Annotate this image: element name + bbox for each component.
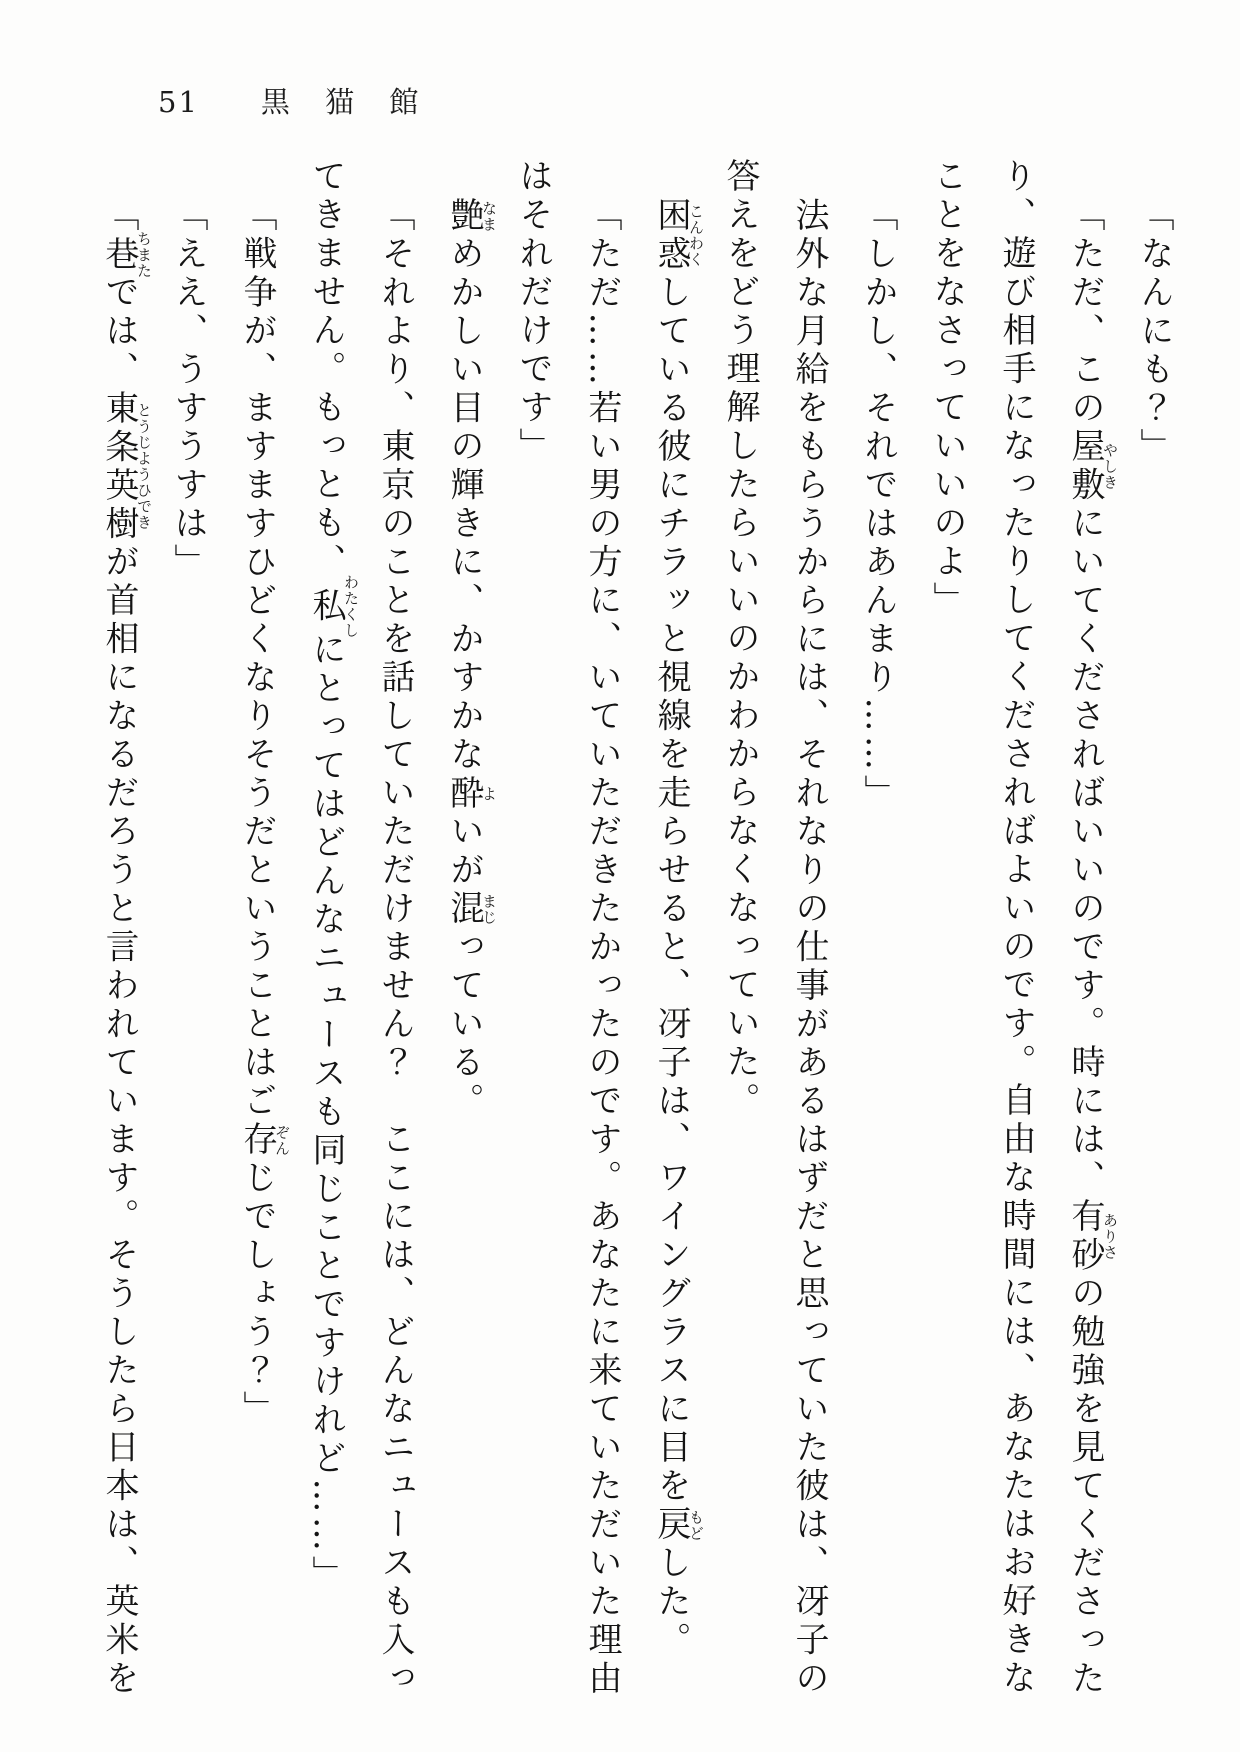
ruby-annotated-word: 有砂ありさ [1065, 1198, 1119, 1275]
ruby-annotated-word: 屋敷やしき [1065, 428, 1119, 505]
running-title: 黒 猫 館 [260, 85, 421, 119]
text-line-14: 「戦争が、ますますひどくなりそうだということはご存ぞんじでしょう？」 [237, 197, 291, 1429]
ruby-annotated-word: 困惑こんわく [651, 197, 705, 274]
ruby-annotated-word: 酔よ [444, 774, 498, 813]
text-line-1: 「なんにも？」 [1134, 197, 1174, 467]
text-line-6: 法外な月給をもらうからには、それなりの仕事があるはずだと思っていた彼は、冴子の [789, 197, 829, 1699]
text-line-13: てきません。もっとも、私わたくしにとってはどんなニュースも同じことですけれど……」 [306, 158, 360, 1594]
ruby-annotated-word: 私わたくし [306, 574, 360, 639]
ruby-annotated-word: 戻もど [651, 1506, 705, 1545]
text-line-7: 答えをどう理解したらいいのかわからなくなっていた。 [720, 158, 760, 1121]
ruby-annotated-word: 混まじ [444, 890, 498, 929]
running-head [158, 80, 420, 121]
text-line-2: 「ただ、この屋敷やしきにいてくださればいいのです。時には、有砂ありさの勉強を見てくださった [1065, 197, 1119, 1699]
text-line-15: 「ええ、うすうすは」 [168, 197, 208, 582]
text-line-11: 艶なまめかしい目の輝きに、かすかな酔よいが混まじっている。 [444, 197, 498, 1121]
text-line-9: 「ただ……若い男の方に、いていただきたかったのです。あなたに来ていただいた理由 [582, 197, 622, 1699]
text-line-12: 「それより、東京のことを話していただけません？ ここには、どんなニュースも入っ [375, 197, 415, 1699]
ruby-annotated-word: 巷ちまた [99, 230, 153, 279]
text-line-8: 困惑こんわくしている彼にチラッと視線を走らせると、冴子は、ワイングラスに目を戻もどした。 [651, 197, 705, 1660]
text-line-3: り、遊び相手になったりしてくださればよいのです。自由な時間には、あなたはお好きな [996, 158, 1036, 1698]
text-line-16: 「巷ちまたでは、東条英樹とうじようひできが首相になるだろうと言われています。そうしたら日本は、英米を [99, 197, 153, 1699]
ruby-annotated-word: 艶なま [444, 197, 498, 236]
text-line-5: 「しかし、それではあんまり……」 [858, 197, 898, 813]
text-line-10: はそれだけです」 [513, 158, 553, 466]
text-line-4: ことをなさっていいのよ」 [927, 158, 967, 620]
text-columns [84, 158, 1188, 1706]
page-number: 51 [158, 85, 199, 119]
ruby-annotated-word: 東条英樹とうじようひでき [99, 389, 153, 544]
ruby-annotated-word: 存ぞん [237, 1121, 291, 1160]
